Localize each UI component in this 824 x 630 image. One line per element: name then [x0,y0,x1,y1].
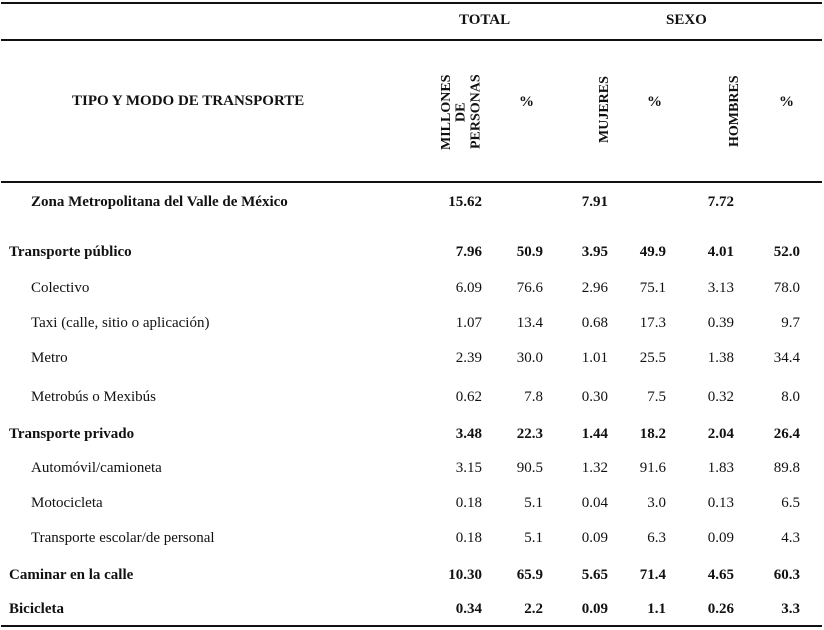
cell-total: 3.48 [455,426,482,442]
cell-hombres: 4.01 [707,244,734,260]
cell-total-pct: 7.8 [524,389,543,405]
cell-hombres-pct: 60.3 [773,567,800,583]
cell-hombres-pct: 34.4 [773,350,800,366]
cell-total-pct: 50.9 [516,244,543,260]
cell-mujeres-pct: 49.9 [639,244,666,260]
cell-mujeres-pct: 1.1 [647,601,666,617]
row-label-bicicleta: Bicicleta [9,601,64,617]
cell-mujeres: 3.95 [581,244,608,260]
cell-hombres: 1.83 [707,460,734,476]
cell-total: 0.34 [455,601,482,617]
row-label-automovil: Automóvil/camioneta [31,460,162,476]
row-label-transporte-privado: Transporte privado [9,426,135,442]
cell-hombres: 0.39 [707,315,734,331]
cell-mujeres: 7.91 [581,194,608,210]
cell-total-pct: 13.4 [516,315,543,331]
cell-hombres-pct: 3.3 [781,601,800,617]
cell-hombres: 0.09 [707,530,734,546]
group-header-sexo: SEXO [666,12,707,28]
col-header-hombres: HOMBRES [727,75,742,147]
cell-total: 7.96 [455,244,482,260]
cell-hombres-pct: 6.5 [781,495,800,511]
cell-mujeres: 1.44 [581,426,608,442]
cell-mujeres: 1.32 [581,460,608,476]
col-header-total-pct: % [519,94,534,110]
cell-hombres-pct: 26.4 [773,426,800,442]
col-header-mujeres-pct: % [647,94,662,110]
cell-mujeres: 5.65 [581,567,608,583]
cell-mujeres-pct: 7.5 [647,389,666,405]
bottom-rule [1,625,822,627]
cell-hombres: 0.13 [707,495,734,511]
cell-mujeres-pct: 91.6 [639,460,666,476]
cell-hombres: 7.72 [707,194,734,210]
cell-total-pct: 90.5 [516,460,543,476]
col-header-hombres-pct: % [779,94,794,110]
cell-mujeres-pct: 25.5 [639,350,666,366]
cell-hombres: 0.32 [707,389,734,405]
header-group-rule [1,39,822,41]
col-header-mujeres: MUJERES [597,76,612,144]
row-label-caminar: Caminar en la calle [9,567,134,583]
cell-hombres: 2.04 [707,426,734,442]
row-label-metro: Metro [31,350,68,366]
cell-total-pct: 30.0 [516,350,543,366]
cell-hombres: 3.13 [707,280,734,296]
cell-hombres-pct: 89.8 [773,460,800,476]
cell-mujeres: 0.09 [581,530,608,546]
col-header-millones-line2: DE [453,102,469,122]
cell-hombres: 4.65 [707,567,734,583]
row-label-colectivo: Colectivo [31,280,90,296]
cell-total-pct: 2.2 [524,601,543,617]
cell-mujeres: 0.09 [581,601,608,617]
cell-total: 1.07 [455,315,482,331]
cell-mujeres-pct: 3.0 [647,495,666,511]
cell-mujeres: 0.68 [581,315,608,331]
cell-total-pct: 22.3 [516,426,543,442]
row-label-transporte-escolar: Transporte escolar/de personal [31,530,215,546]
cell-hombres-pct: 9.7 [781,315,800,331]
group-header-total: TOTAL [459,12,511,28]
cell-mujeres-pct: 71.4 [639,567,666,583]
cell-total-pct: 76.6 [516,280,543,296]
cell-mujeres-pct: 6.3 [647,530,666,546]
cell-mujeres: 1.01 [581,350,608,366]
col-header-millones [440,62,484,162]
cell-total: 3.15 [455,460,482,476]
cell-total: 0.62 [455,389,482,405]
row-label-taxi: Taxi (calle, sitio o aplicación) [31,315,210,331]
cell-total: 10.30 [448,567,482,583]
cell-mujeres: 2.96 [581,280,608,296]
cell-mujeres-pct: 75.1 [639,280,666,296]
cell-hombres-pct: 4.3 [781,530,800,546]
header-bottom-rule [1,181,822,183]
cell-mujeres: 0.30 [581,389,608,405]
row-label-zona-metropolitana: Zona Metropolitana del Valle de México [31,194,288,210]
col-header-millones-line3: PERSONAS [468,74,484,150]
cell-mujeres-pct: 17.3 [639,315,666,331]
cell-total: 0.18 [455,530,482,546]
cell-hombres: 1.38 [707,350,734,366]
top-rule [1,2,822,4]
cell-hombres-pct: 8.0 [781,389,800,405]
row-label-motocicleta: Motocicleta [31,495,103,511]
cell-total: 0.18 [455,495,482,511]
cell-mujeres: 0.04 [581,495,608,511]
cell-hombres: 0.26 [707,601,734,617]
cell-hombres-pct: 52.0 [773,244,800,260]
col-header-millones-line1: MILLONES [439,74,454,150]
cell-total: 2.39 [455,350,482,366]
row-label-metrobus: Metrobús o Mexibús [31,389,156,405]
cell-mujeres-pct: 18.2 [639,426,666,442]
cell-total: 15.62 [448,194,482,210]
row-label-transporte-publico: Transporte público [9,244,132,260]
cell-total: 6.09 [455,280,482,296]
cell-total-pct: 5.1 [524,495,543,511]
cell-total-pct: 65.9 [516,567,543,583]
cell-hombres-pct: 78.0 [773,280,800,296]
row-header-label: TIPO Y MODO DE TRANSPORTE [72,93,305,109]
cell-total-pct: 5.1 [524,530,543,546]
